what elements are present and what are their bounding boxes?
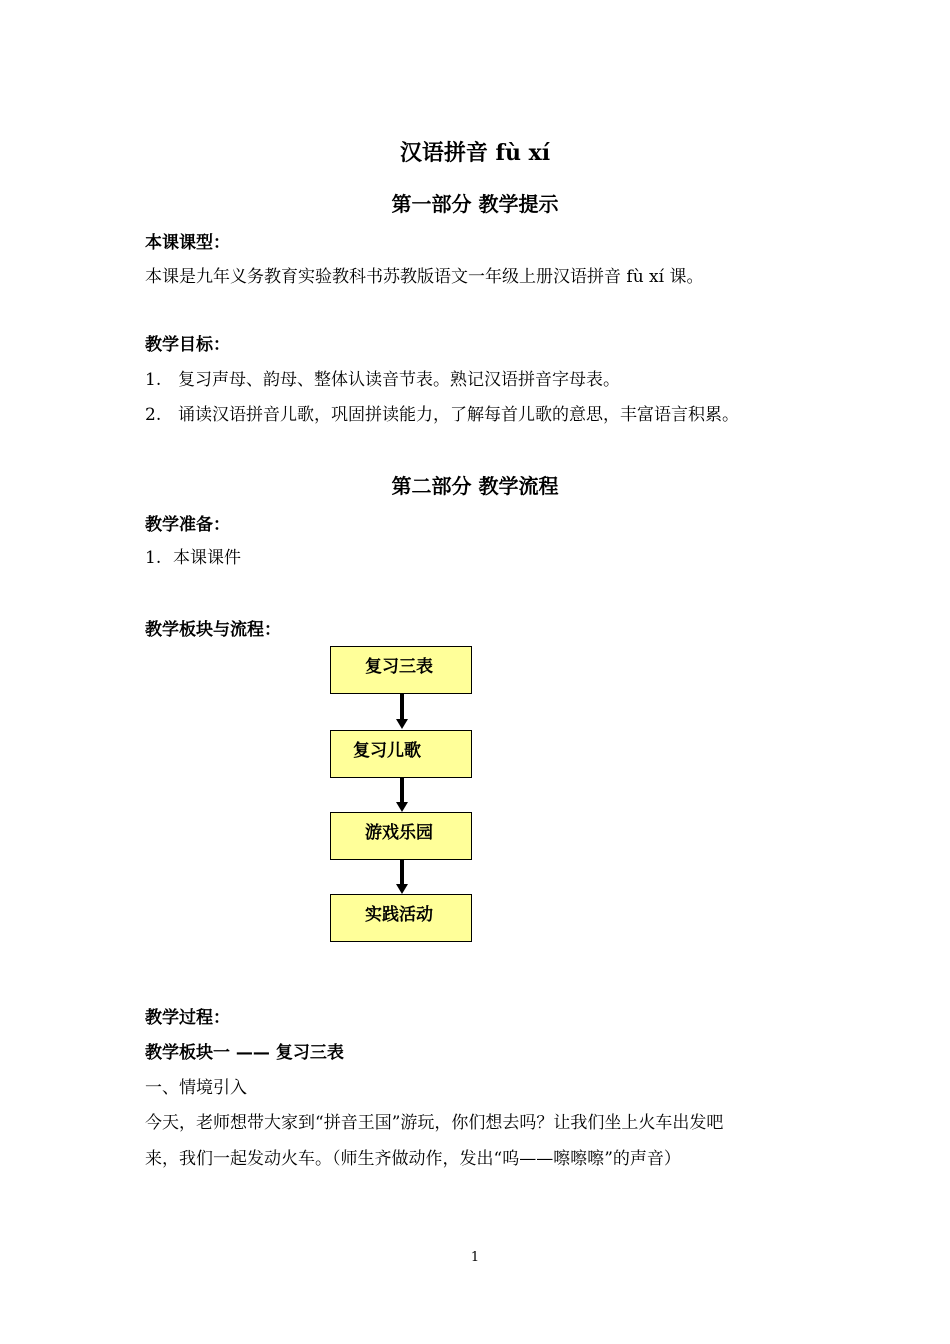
goal-number: 2. — [145, 405, 162, 425]
goal-number: 1. — [145, 370, 162, 390]
flow-arrow-head — [396, 884, 408, 894]
flow-label: 教学板块与流程： — [145, 620, 281, 640]
flow-arrow — [400, 778, 404, 803]
part2-heading: 第二部分 教学流程 — [391, 474, 559, 498]
goal-item — [145, 365, 620, 390]
paragraph-line: 来，我们一起发动火车。（师生齐做动作，发出“呜——嚓嚓嚓”的声音） — [145, 1149, 681, 1169]
flow-step-label: 复习三表 — [365, 657, 433, 677]
course-type-label: 本课课型： — [145, 233, 230, 253]
goal-text: 复习声母、韵母、整体认读音节表。熟记汉语拼音字母表。 — [178, 370, 620, 390]
goals-label: 教学目标： — [145, 335, 230, 355]
page-number: 1 — [470, 1250, 480, 1265]
part1-heading: 第一部分 教学提示 — [391, 192, 559, 216]
document-title: 汉语拼音 fù xí — [399, 140, 551, 166]
prep-label: 教学准备： — [145, 515, 230, 535]
flow-arrow — [400, 694, 404, 720]
course-type-text: 本课是九年义务教育实验教科书苏教版语文一年级上册汉语拼音 fù xí 课。 — [145, 267, 704, 287]
flow-step-box — [330, 730, 472, 778]
flow-step-label: 游戏乐园 — [365, 823, 433, 843]
prep-text: 本课课件 — [173, 548, 241, 568]
flow-step-box — [330, 812, 472, 860]
subsection-heading: 一、情境引入 — [145, 1078, 247, 1098]
prep-item — [145, 543, 241, 568]
prep-number: 1. — [145, 548, 162, 568]
paragraph-line: 今天，老师想带大家到“拼音王国”游玩，你们想去吗？让我们坐上火车出发吧 — [145, 1113, 724, 1133]
flow-arrow-head — [396, 802, 408, 812]
flow-arrow — [400, 860, 404, 885]
flow-step-box — [330, 646, 472, 694]
flow-arrow-head — [396, 719, 408, 729]
module1-heading: 教学板块一 —— 复习三表 — [145, 1043, 344, 1063]
goal-item — [145, 400, 739, 425]
goal-text: 诵读汉语拼音儿歌，巩固拼读能力，了解每首儿歌的意思，丰富语言积累。 — [178, 405, 739, 425]
flow-step-box — [330, 894, 472, 942]
flow-step-label: 实践活动 — [365, 905, 433, 925]
process-label: 教学过程： — [145, 1008, 230, 1028]
flow-step-label: 复习儿歌 — [353, 741, 421, 761]
